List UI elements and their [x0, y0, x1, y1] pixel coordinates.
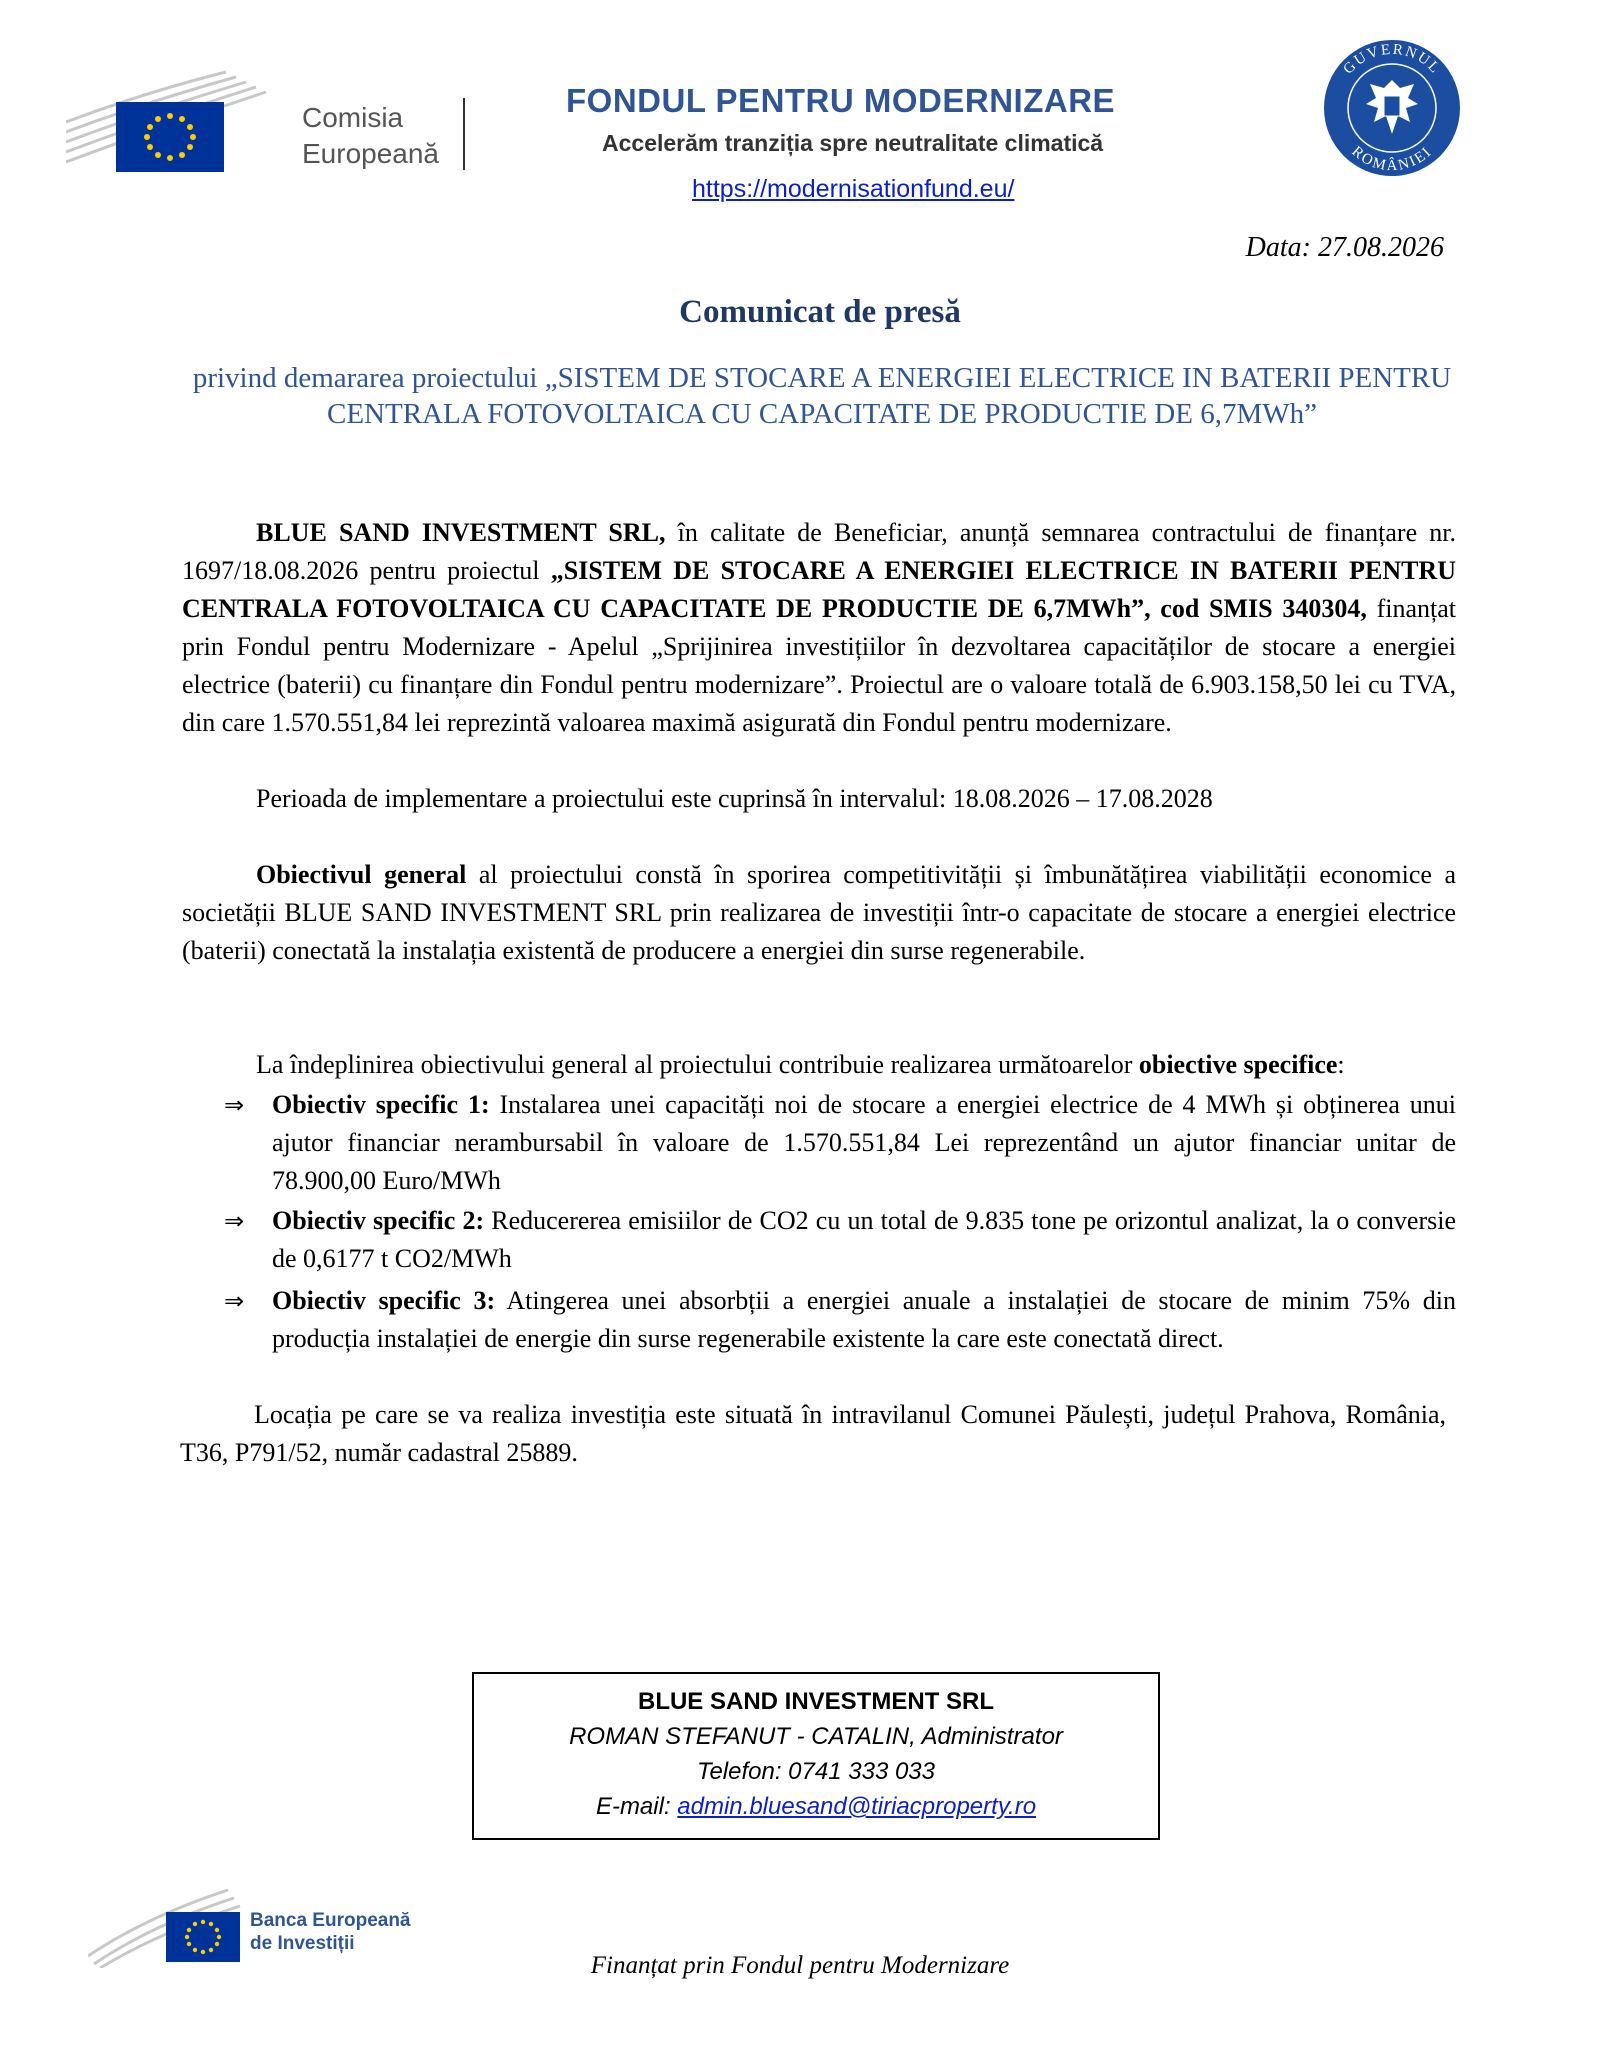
- list-item: [182, 1202, 1456, 1278]
- beneficiary-name: BLUE SAND INVESTMENT SRL,: [256, 518, 666, 547]
- contact-box: [472, 1672, 1160, 1840]
- objective-text: Reducererea emisiilor de CO2 cu un total de 9.835 tone pe orizontul analizat, la o conversie de 0,6177 t CO2/MWh: [272, 1206, 1456, 1273]
- objective-label: Obiectiv specific 1:: [272, 1090, 490, 1119]
- eib-logo-text-line2: de Investiții: [250, 1933, 355, 1954]
- paragraph-specific-objectives-intro: [182, 1046, 1456, 1084]
- objective-text: Instalarea unei capacități noi de stocare a energiei electrice de 4 MWh și obținerea unui ajutor financiar nerambursabil în valoare de 1.570.551,84 Lei reprezentând un ajutor financiar unitar de 78.900,00 Euro/MWh: [272, 1090, 1456, 1195]
- arrow-right-icon: ⇒: [224, 1207, 245, 1235]
- paragraph-implementation-period: Perioada de implementare a proiectului este cuprinsă în intervalul: 18.08.2026 – 17.08.2028: [256, 784, 1213, 813]
- fund-subtitle: Accelerăm tranziția spre neutralitate climatică: [602, 130, 1104, 156]
- contact-phone: Telefon: 0741 333 033: [697, 1758, 935, 1785]
- specific-objectives-label: obiective specifice: [1138, 1050, 1338, 1079]
- arrow-right-icon: ⇒: [224, 1287, 245, 1315]
- list-item: [182, 1086, 1456, 1200]
- fund-url-link[interactable]: https://modernisationfund.eu/: [692, 175, 1015, 203]
- objective-text: Atingerea unei absorbții a energiei anuale a instalației de stocare de minim 75% din producția instalației de energie din surse regenerabile existente la care este conectată direct.: [272, 1286, 1456, 1353]
- announcement-text-2: finanțat prin Fondul pentru Modernizare - Apelul „Sprijinirea investițiilor în dezvoltarea capacităților de stocare a energiei electrice (baterii) cu finanțare din Fondul pentru modernizare”. Proiectul are o valoare totală de 6.903.158,50 lei cu TVA, din care 1.570.551,84 lei reprezintă valoarea maximă asigurată din Fondul pentru modernizare.: [182, 594, 1457, 737]
- general-objective-label: Obiectivul general: [256, 860, 467, 889]
- page-title: Comunicat de presă: [679, 294, 961, 330]
- contact-email-label: E-mail:: [595, 1793, 678, 1820]
- paragraph-location: Locația pe care se va realiza investiția este situată în intravilanul Comunei Păulești, județul Prahova, România, T36, P791/52, număr cadastral 25889.: [180, 1400, 1446, 1467]
- footer-funding-note: Finanțat prin Fondul pentru Modernizare: [590, 1952, 1010, 1979]
- objective-label: Obiectiv specific 2:: [272, 1206, 485, 1235]
- contact-email-line: [474, 1789, 1158, 1824]
- project-subtitle-line2: CENTRALA FOTOVOLTAICA CU CAPACITATE DE PRODUCTIE DE 6,7MWh”: [327, 398, 1317, 430]
- document-date: Data: 27.08.2026: [1245, 232, 1444, 263]
- objective-label: Obiectiv specific 3:: [272, 1286, 496, 1315]
- contact-email-link[interactable]: admin.bluesand@tiriacproperty.ro: [677, 1793, 1037, 1820]
- arrow-right-icon: ⇒: [224, 1091, 245, 1119]
- seal-top-text: GUVERNUL: [1340, 41, 1444, 78]
- contact-company: BLUE SAND INVESTMENT SRL: [637, 1688, 994, 1715]
- project-subtitle-line1: privind demararea proiectului „SISTEM DE STOCARE A ENERGIEI ELECTRICE IN BATERII PENTRU: [192, 362, 1452, 394]
- fund-title: FONDUL PENTRU MODERNIZARE: [566, 82, 1116, 119]
- project-subtitle: [126, 360, 1518, 432]
- paragraph-announcement: [182, 514, 1456, 742]
- project-name-bold: „SISTEM DE STOCARE A ENERGIEI ELECTRICE IN BATERII PENTRU CENTRALA FOTOVOLTAICA CU CAPACITATE DE PRODUCTIE DE 6,7MWh”, cod SMIS 340304,: [182, 556, 1456, 623]
- ec-logo-text-line2: Europeană: [302, 138, 440, 169]
- contact-person: ROMAN STEFANUT - CATALIN, Administrator: [569, 1723, 1063, 1750]
- romanian-government-seal: [1322, 38, 1462, 178]
- list-item: [182, 1282, 1456, 1358]
- specific-objectives-intro-text: La îndeplinirea obiectivului general al proiectului contribuie realizarea următoarelor: [256, 1050, 1139, 1079]
- general-objective-text: al proiectului constă în sporirea competitivității și îmbunătățirea viabilității economice a societății BLUE SAND INVESTMENT SRL prin realizarea de investiții într-o capacitate de stocare a energiei electrice (baterii) conectată la instalația existentă de producere a energiei din surse regenerabile.: [182, 860, 1456, 965]
- ec-logo-text-line1: Comisia: [302, 102, 404, 133]
- seal-bottom-text: ROMÂNIEI: [1348, 143, 1436, 175]
- specific-objectives-colon: :: [1337, 1050, 1345, 1079]
- paragraph-general-objective: [182, 856, 1456, 970]
- announcement-text-1: în calitate de Beneficiar, anunță semnarea contractului de finanțare nr. 1697/18.08.2026 pentru proiectul: [182, 518, 1457, 585]
- eib-logo-text-line1: Banca Europeană: [250, 1910, 411, 1931]
